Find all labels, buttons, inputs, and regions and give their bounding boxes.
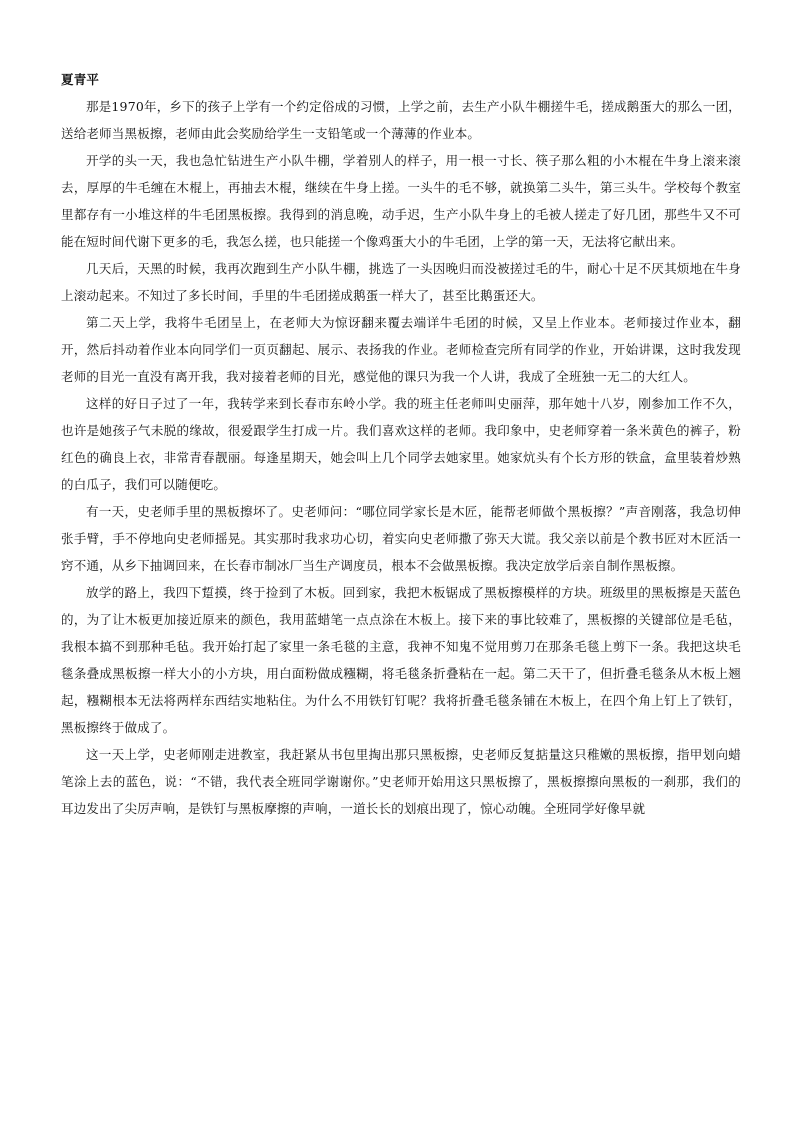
paragraph-1: 那是1970年，乡下的孩子上学有一个约定俗成的习惯，上学之前，去生产小队牛棚搓牛毛，搓成鹅蛋大的那么一团，送给老师当黑板擦，老师由此会奖励给学生一支铅笔或一个薄薄的作业本。 [61,99,741,141]
paragraph-3: 几天后，天黑的时候，我再次跑到生产小队牛棚，挑选了一头因晚归而没被搓过毛的牛，耐心十足不厌其烦地在牛身上滚动起来。不知过了多长时间，手里的牛毛团搓成鹅蛋一样大了，甚至比鹅蛋还大。 [61,261,741,303]
paragraph-4: 第二天上学，我将牛毛团呈上，在老师大为惊讶翻来覆去端详牛毛团的时候，又呈上作业本。老师接过作业本，翻开，然后抖动着作业本向同学们一页页翻起、展示、表扬我的作业。老师检查完所有同学的作业，开始讲课，这时我发现老师的目光一直没有离开我，我对接着老师的目光，感觉他的课只为我一个人讲，我成了全班独一无二的大红人。 [61,315,741,384]
paragraph-2: 开学的头一天，我也急忙钻进生产小队牛棚，学着别人的样子，用一根一寸长、筷子那么粗的小木棍在牛身上滚来滚去，厚厚的牛毛缠在木棍上，再抽去木棍，继续在牛身上搓。一头牛的毛不够，就换第二头牛，第三头牛。学校每个教室里都存有一小堆这样的牛毛团黑板擦。我得到的消息晚，动手迟，生产小队牛身上的毛被人搓走了好几团，那些牛又不可能在短时间代谢下更多的毛，我怎么搓，也只能搓一个像鸡蛋大小的牛毛团，上学的第一天，无法将它献出来。 [61,153,741,249]
article-body [61,66,741,822]
paragraph-7: 放学的路上，我四下踅摸，终于捡到了木板。回到家，我把木板锯成了黑板擦模样的方块。班级里的黑板擦是天蓝色的，为了让木板更加接近原来的颜色，我用蓝蜡笔一点点涂在木板上。接下来的事比较难了，黑板擦的关键部位是毛毡，我根本搞不到那种毛毡。我开始打起了家里一条毛毯的主意，我神不知鬼不觉用剪刀在那条毛毯上剪下一条。我把这块毛毯条叠成黑板擦一样大小的小方块，用白面粉做成糨糊，将毛毯条折叠粘在一起。第二天干了，但折叠毛毯条从木板上翘起，糨糊根本无法将两样东西结实地粘住。为什么不用铁钉钉呢？我将折叠毛毯条铺在木板上，在四个角上钉上了铁钉，黑板擦终于做成了。 [61,585,741,735]
paragraph-8: 这一天上学，史老师刚走进教室，我赶紧从书包里掏出那只黑板擦，史老师反复掂量这只稚嫩的黑板擦，指甲划向蜡笔涂上去的蓝色，说：“不错，我代表全班同学谢谢你。”史老师开始用这只黑板擦了，黑板擦擦向黑板的一刹那，我们的耳边发出了尖厉声响，是铁钉与黑板摩擦的声响，一道长长的划痕出现了，惊心动魄。全班同学好像早就 [61,747,741,816]
paragraph-5: 这样的好日子过了一年，我转学来到长春市东岭小学。我的班主任老师叫史丽萍，那年她十八岁，刚参加工作不久，也许是她孩子气未脱的缘故，很爱跟学生打成一片。我们喜欢这样的老师。我印象中，史老师穿着一条米黄色的裤子，粉红色的确良上衣，非常青春靓丽。每逢星期天，她会叫上几个同学去她家里。她家炕头有个长方形的铁盒，盒里装着炒熟的白瓜子，我们可以随便吃。 [61,396,741,492]
paragraph-6: 有一天，史老师手里的黑板擦坏了。史老师问：“哪位同学家长是木匠，能帮老师做个黑板擦？”声音刚落，我急切伸张手臂，手不停地向史老师摇晃。其实那时我求功心切，着实向史老师撒了弥天大谎。我父亲以前是个教书匠对木匠活一窍不通，从乡下抽调回来，在长春市制冰厂当生产调度员，根本不会做黑板擦。我决定放学后亲自制作黑板擦。 [61,504,741,573]
author-name: 夏青平 [61,72,100,87]
